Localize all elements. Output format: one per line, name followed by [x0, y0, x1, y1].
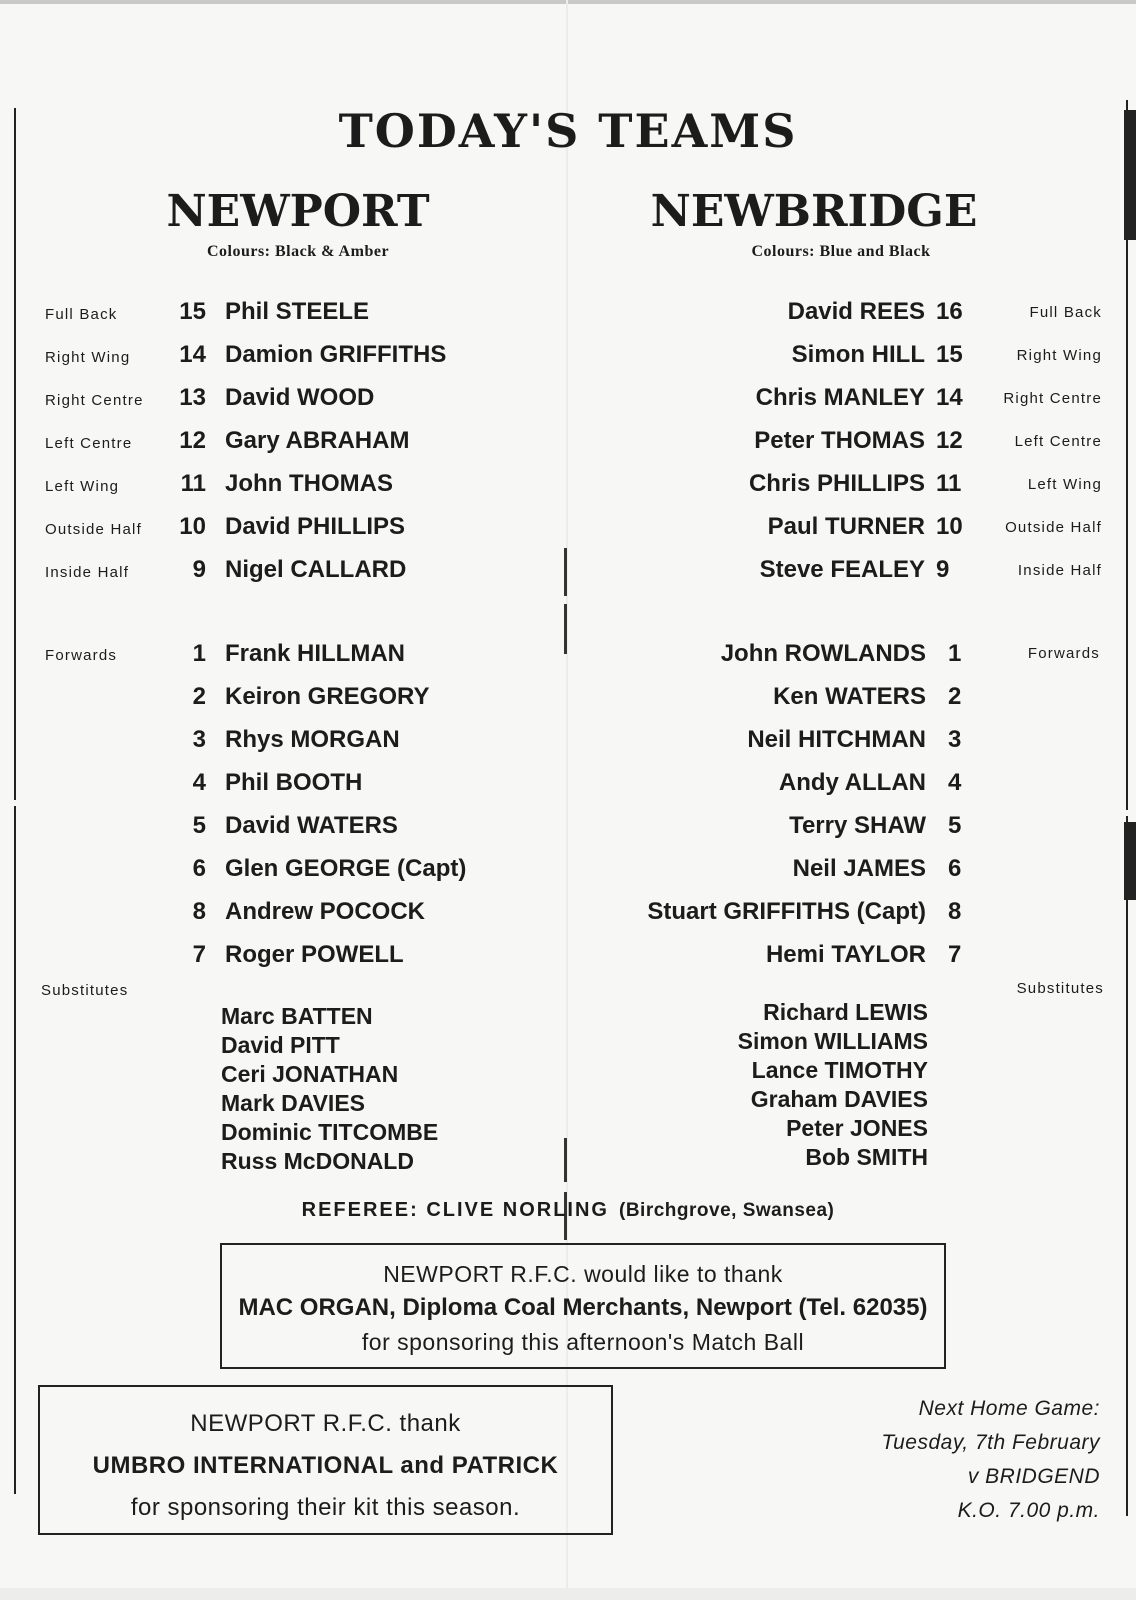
jersey-number: 14 — [179, 341, 206, 368]
player-name: Gary ABRAHAM — [225, 427, 410, 454]
position-label: Inside Half — [45, 564, 130, 581]
substitute-name: Peter JONES — [786, 1115, 928, 1141]
left-border-rule — [0, 806, 16, 1494]
player-name: Andy ALLAN — [778, 769, 926, 796]
player-name: Damion GRIFFITHS — [225, 341, 447, 368]
jersey-number: 2 — [948, 683, 962, 710]
jersey-number: 14 — [936, 384, 963, 411]
referee-line — [0, 1199, 1136, 1222]
away-team-colours: Colours: Blue and Black — [751, 243, 931, 260]
substitute-name: Russ McDONALD — [221, 1148, 414, 1174]
jersey-number: 16 — [936, 298, 963, 325]
jersey-number: 15 — [936, 341, 963, 368]
player-name: Glen GEORGE (Capt) — [225, 855, 467, 882]
player-name: Rhys MORGAN — [225, 726, 400, 753]
jersey-number: 5 — [948, 812, 962, 839]
player-name: Paul TURNER — [767, 513, 925, 540]
player-name: Andrew POCOCK — [225, 898, 426, 925]
left-border-rule — [0, 108, 16, 800]
kit-note: for sponsoring their kit this season. — [130, 1494, 521, 1521]
jersey-number: 6 — [948, 855, 962, 882]
home-forwards-label: Forwards — [45, 647, 118, 664]
substitute-name: Lance TIMOTHY — [751, 1057, 928, 1083]
jersey-number: 8 — [192, 898, 206, 925]
home-substitutes-label: Substitutes — [41, 982, 129, 999]
staple-mark — [564, 1138, 567, 1182]
player-name: Chris MANLEY — [755, 384, 925, 411]
position-label: Right Wing — [1016, 347, 1102, 364]
player-name: Peter THOMAS — [754, 427, 925, 454]
position-label: Left Centre — [1014, 433, 1102, 450]
jersey-number: 11 — [180, 470, 206, 497]
jersey-number: 13 — [179, 384, 206, 411]
next-game-heading: Next Home Game: — [918, 1397, 1100, 1420]
position-label: Outside Half — [1005, 519, 1102, 536]
right-edge-mark — [1124, 822, 1136, 900]
player-name: Steve FEALEY — [759, 556, 925, 583]
jersey-number: 2 — [192, 683, 206, 710]
jersey-number: 6 — [192, 855, 206, 882]
position-label: Full Back — [1029, 304, 1102, 321]
jersey-number: 3 — [192, 726, 206, 753]
player-name: Keiron GREGORY — [225, 683, 430, 710]
player-name: Roger POWELL — [225, 941, 404, 968]
staple-mark — [564, 548, 567, 596]
jersey-number: 9 — [936, 556, 950, 583]
substitute-name: Graham DAVIES — [750, 1086, 928, 1112]
home-team-colours: Colours: Black & Amber — [206, 243, 390, 260]
jersey-number: 12 — [936, 427, 963, 454]
substitute-name: Mark DAVIES — [221, 1090, 366, 1116]
page-edge — [0, 0, 1136, 4]
player-name: John THOMAS — [225, 470, 393, 497]
match-ball-sponsor: MAC ORGAN, Diploma Coal Merchants, Newport (Tel. 62035) — [238, 1294, 928, 1321]
position-label: Full Back — [45, 306, 118, 323]
player-name: Phil BOOTH — [225, 769, 363, 796]
next-game-kickoff: K.O. 7.00 p.m. — [957, 1499, 1100, 1522]
player-name: Ken WATERS — [773, 683, 926, 710]
jersey-number: 1 — [948, 640, 962, 667]
jersey-number: 7 — [192, 941, 206, 968]
away-team-name: NEWBRIDGE — [650, 186, 978, 237]
jersey-number: 3 — [948, 726, 962, 753]
substitute-name: Marc BATTEN — [221, 1003, 373, 1029]
match-ball-thanks: NEWPORT R.F.C. would like to thank — [383, 1261, 783, 1287]
right-border-rule — [1126, 816, 1136, 1516]
substitute-name: Dominic TITCOMBE — [221, 1119, 439, 1145]
substitute-name: David PITT — [221, 1032, 340, 1058]
home-team-name: NEWPORT — [166, 186, 430, 237]
player-name: David WATERS — [225, 812, 398, 839]
referee-club: (Birchgrove, Swansea) — [619, 1200, 835, 1221]
player-name: Terry SHAW — [789, 812, 926, 839]
jersey-number: 7 — [948, 941, 962, 968]
player-name: David WOOD — [225, 384, 375, 411]
jersey-number: 8 — [948, 898, 962, 925]
substitute-name: Richard LEWIS — [763, 999, 928, 1025]
away-forwards-label: Forwards — [1027, 645, 1100, 662]
position-label: Inside Half — [1017, 562, 1102, 579]
kit-sponsor: UMBRO INTERNATIONAL and PATRICK — [92, 1452, 559, 1479]
page-edge — [0, 1588, 1136, 1600]
kit-thanks: NEWPORT R.F.C. thank — [190, 1410, 461, 1437]
player-name: Stuart GRIFFITHS (Capt) — [647, 898, 926, 925]
jersey-number: 10 — [179, 513, 206, 540]
jersey-number: 1 — [192, 640, 206, 667]
substitute-name: Simon WILLIAMS — [737, 1028, 928, 1054]
player-name: John ROWLANDS — [720, 640, 926, 667]
player-name: David PHILLIPS — [225, 513, 406, 540]
next-home-game — [780, 1392, 1100, 1528]
position-label: Left Wing — [45, 478, 120, 495]
kit-sponsor-box — [38, 1385, 613, 1535]
player-name: Neil HITCHMAN — [747, 726, 926, 753]
position-label: Left Centre — [45, 435, 133, 452]
player-name: Neil JAMES — [792, 855, 926, 882]
jersey-number: 11 — [936, 470, 962, 497]
player-name: Chris PHILLIPS — [748, 470, 925, 497]
jersey-number: 10 — [936, 513, 963, 540]
match-ball-sponsor-box — [220, 1243, 946, 1369]
referee-name: REFEREE: CLIVE NORLING — [301, 1199, 609, 1221]
away-substitutes-label: Substitutes — [1016, 980, 1104, 997]
jersey-number: 4 — [192, 769, 206, 796]
page-title: TODAY'S TEAMS — [338, 104, 798, 158]
jersey-number: 5 — [192, 812, 206, 839]
player-name: Phil STEELE — [225, 298, 370, 325]
player-name: Hemi TAYLOR — [765, 941, 926, 968]
player-name: David REES — [787, 298, 925, 325]
position-label: Right Wing — [45, 349, 131, 366]
match-ball-note: for sponsoring this afternoon's Match Ball — [361, 1329, 805, 1355]
jersey-number: 4 — [948, 769, 962, 796]
jersey-number: 9 — [192, 556, 206, 583]
next-game-date: Tuesday, 7th February — [881, 1431, 1100, 1454]
jersey-number: 15 — [179, 298, 206, 325]
position-label: Outside Half — [45, 521, 142, 538]
next-game-opponent: v BRIDGEND — [967, 1465, 1100, 1488]
player-name: Frank HILLMAN — [225, 640, 405, 667]
player-name: Simon HILL — [791, 341, 925, 368]
position-label: Right Centre — [45, 392, 144, 409]
substitute-name: Bob SMITH — [805, 1144, 928, 1170]
position-label: Right Centre — [1003, 390, 1102, 407]
substitute-name: Ceri JONATHAN — [221, 1061, 399, 1087]
position-label: Left Wing — [1027, 476, 1102, 493]
player-name: Nigel CALLARD — [225, 556, 407, 583]
jersey-number: 12 — [179, 427, 206, 454]
